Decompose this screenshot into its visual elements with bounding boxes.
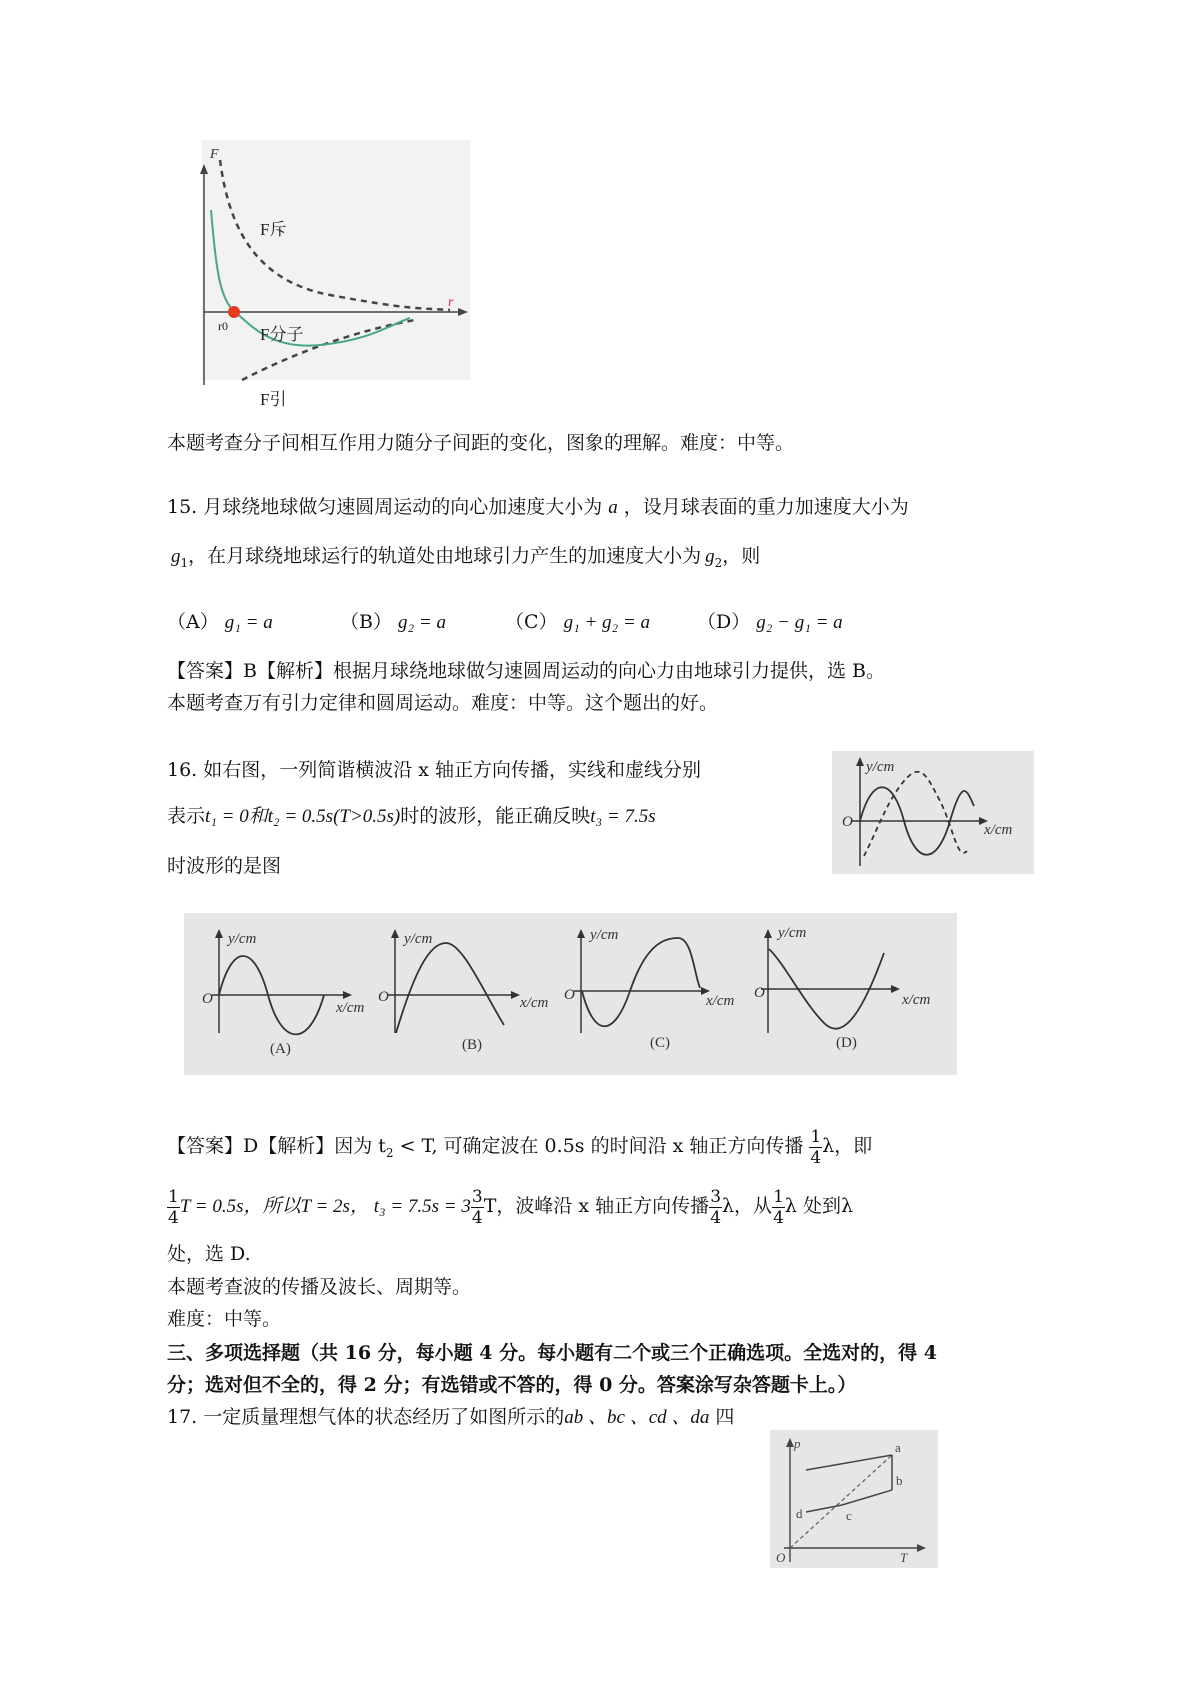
q15-g1-sub: 1 [180,556,189,570]
option-b-ylabel: y/cm [404,931,433,947]
option-a-xlabel: x/cm [336,1000,365,1016]
option-expr: g₂ − g₁ = a [756,612,843,633]
q15-g1: g [171,546,181,567]
q16-ans-c: λ，即 [822,1135,873,1157]
q17-point-c: c [846,1508,852,1523]
option-d-ylabel: y/cm [778,925,807,941]
option-expr: g₂ = a [398,612,446,633]
option-label: （A） [167,611,219,633]
option-graph-d[interactable] [754,925,930,1051]
fraction-one-quarter: $\frac{1}{4}$ [773,1186,784,1228]
q16-ans-line2-a: T = 0.5s，所以T = 2s， t₃ = 7.5s = 3 [179,1196,471,1217]
q16-answer-line3: 处，选 D. [167,1243,251,1265]
q17-vars: ab 、bc 、cd 、da [564,1407,710,1428]
q16-ans-line2-b: T，波峰沿 x 轴正方向传播 [483,1195,710,1217]
q15-line1-start: 15. 月球绕地球做匀速圆周运动的向心加速度大小为 [167,496,603,518]
q16-fig-origin: O [842,814,853,830]
axis-label-f: F [210,147,219,162]
option-expr: g₁ = a [224,612,273,633]
q16-line2 [167,803,656,830]
q17-point-a: a [895,1440,901,1455]
option-expr: g₁ + g₂ = a [563,612,650,633]
option-label: （D） [697,611,751,633]
option-graph-b[interactable] [378,929,548,1053]
option-d-origin: O [754,985,765,1001]
q15-g2-sub: 2 [714,556,723,570]
q16-fig-xlabel: x/cm [984,822,1013,838]
q15-line1-end: ，设月球表面的重力加速度大小为 [623,496,909,518]
q15-line2 [171,543,760,576]
q15-g2: g [705,546,715,567]
q17-line1 [167,1404,734,1431]
comment-14: 本题考查分子间相互作用力随分子间距的变化，图象的理解。难度：中等。 [167,432,795,454]
option-b-origin: O [378,989,389,1005]
q16-ans-b: < T, 可确定波在 0.5s 的时间沿 x 轴正方向传播 [393,1135,804,1157]
option-graph-c[interactable] [564,927,734,1051]
q16-options-figure [184,913,957,1075]
label-f-molecular: F分子 [260,325,304,344]
option-a-origin: O [202,991,213,1007]
q17-point-b: b [896,1473,903,1488]
q15-line2-mid: ，在月球绕地球运行的轨道处由地球引力产生的加速度大小为 [188,545,702,567]
option-c-origin: O [564,987,575,1003]
q15-option-d[interactable] [697,609,843,636]
q16-ans-a: 【答案】D【解析】因为 t [167,1135,386,1157]
q16-ans-line2-c: λ，从 [722,1195,773,1217]
q16-line2-a: 表示 [167,805,206,827]
q16-line2-expr2: t₃ = 7.5s [590,806,656,827]
section3-line2: 分；选对但不全的，得 2 分；有选错或不答的，得 0 分。答案涂写杂答题卡上。） [167,1374,857,1396]
q15-answer: 【答案】B【解析】根据月球绕地球做匀速圆周运动的向心力由地球引力提供，选 B。 [167,660,885,682]
label-r0: r0 [218,319,228,333]
q17-point-d: d [796,1506,803,1521]
q16-line2-b: 时的波形，能正确反映 [400,805,591,827]
option-b-xlabel: x/cm [520,995,549,1011]
q16-ans-a-sub: 2 [385,1146,394,1160]
q16-fig-ylabel: y/cm [866,759,895,775]
q15-line2-end: ，则 [722,545,761,567]
option-graph-a[interactable] [202,929,364,1057]
section3-line1: 三、多项选择题（共 16 分，每小题 4 分。每小题有二个或三个正确选项。全选对的，得 4 [167,1342,937,1364]
q15-option-b[interactable] [340,609,446,636]
q17-fig-o: O [776,1550,786,1565]
option-label: （C） [505,611,558,633]
q17-fig-p: p [794,1436,801,1451]
q16-comment-1: 本题考查波的传播及波长、周期等。 [167,1276,472,1298]
q15-option-a[interactable] [167,609,273,636]
q17-pt-figure [770,1430,938,1568]
axis-label-r: r [448,295,454,310]
fraction-three-quarters: $\frac{3}{4}$ [471,1186,483,1228]
q17-fig-t: T [900,1550,908,1565]
q17-line1-end: 四 [709,1406,735,1428]
option-b-label: (B) [462,1037,482,1053]
q15-var-a: a [608,497,618,518]
q15-option-c[interactable] [505,609,650,636]
q16-line3: 时波形的是图 [167,855,282,877]
option-d-xlabel: x/cm [902,992,931,1008]
option-d-label: (D) [836,1035,857,1051]
fraction-one-quarter: $\frac{1}{4}$ [810,1126,822,1168]
q16-wave-figure [832,751,1034,874]
label-f-attraction: F引 [260,390,287,409]
q16-line2-expr: t₁ = 0和t₂ = 0.5s(T>0.5s) [205,806,401,827]
q17-line1-start: 17. 一定质量理想气体的状态经历了如图所示的 [167,1406,565,1428]
q16-line1: 16. 如右图，一列简谐横波沿 x 轴正方向传播，实线和虚线分别 [167,759,702,781]
fraction-one-quarter: $\frac{1}{4}$ [168,1186,179,1228]
q16-answer-line2 [167,1186,853,1228]
option-c-ylabel: y/cm [590,927,619,943]
label-f-repulsion: F斥 [260,220,287,239]
option-label: （B） [340,611,392,633]
q16-comment-2: 难度：中等。 [167,1308,282,1330]
q15-line1 [167,494,909,521]
option-a-label: (A) [270,1041,291,1057]
fraction-three-quarters: $\frac{3}{4}$ [710,1186,722,1228]
option-c-xlabel: x/cm [706,993,735,1009]
q15-comment: 本题考查万有引力定律和圆周运动。难度：中等。这个题出的好。 [167,692,719,714]
q16-ans-line2-d: λ 处到λ [784,1195,854,1217]
option-c-label: (C) [650,1035,670,1051]
molecular-force-figure [190,140,500,455]
option-a-ylabel: y/cm [228,931,257,947]
q16-answer-line1 [167,1126,872,1173]
